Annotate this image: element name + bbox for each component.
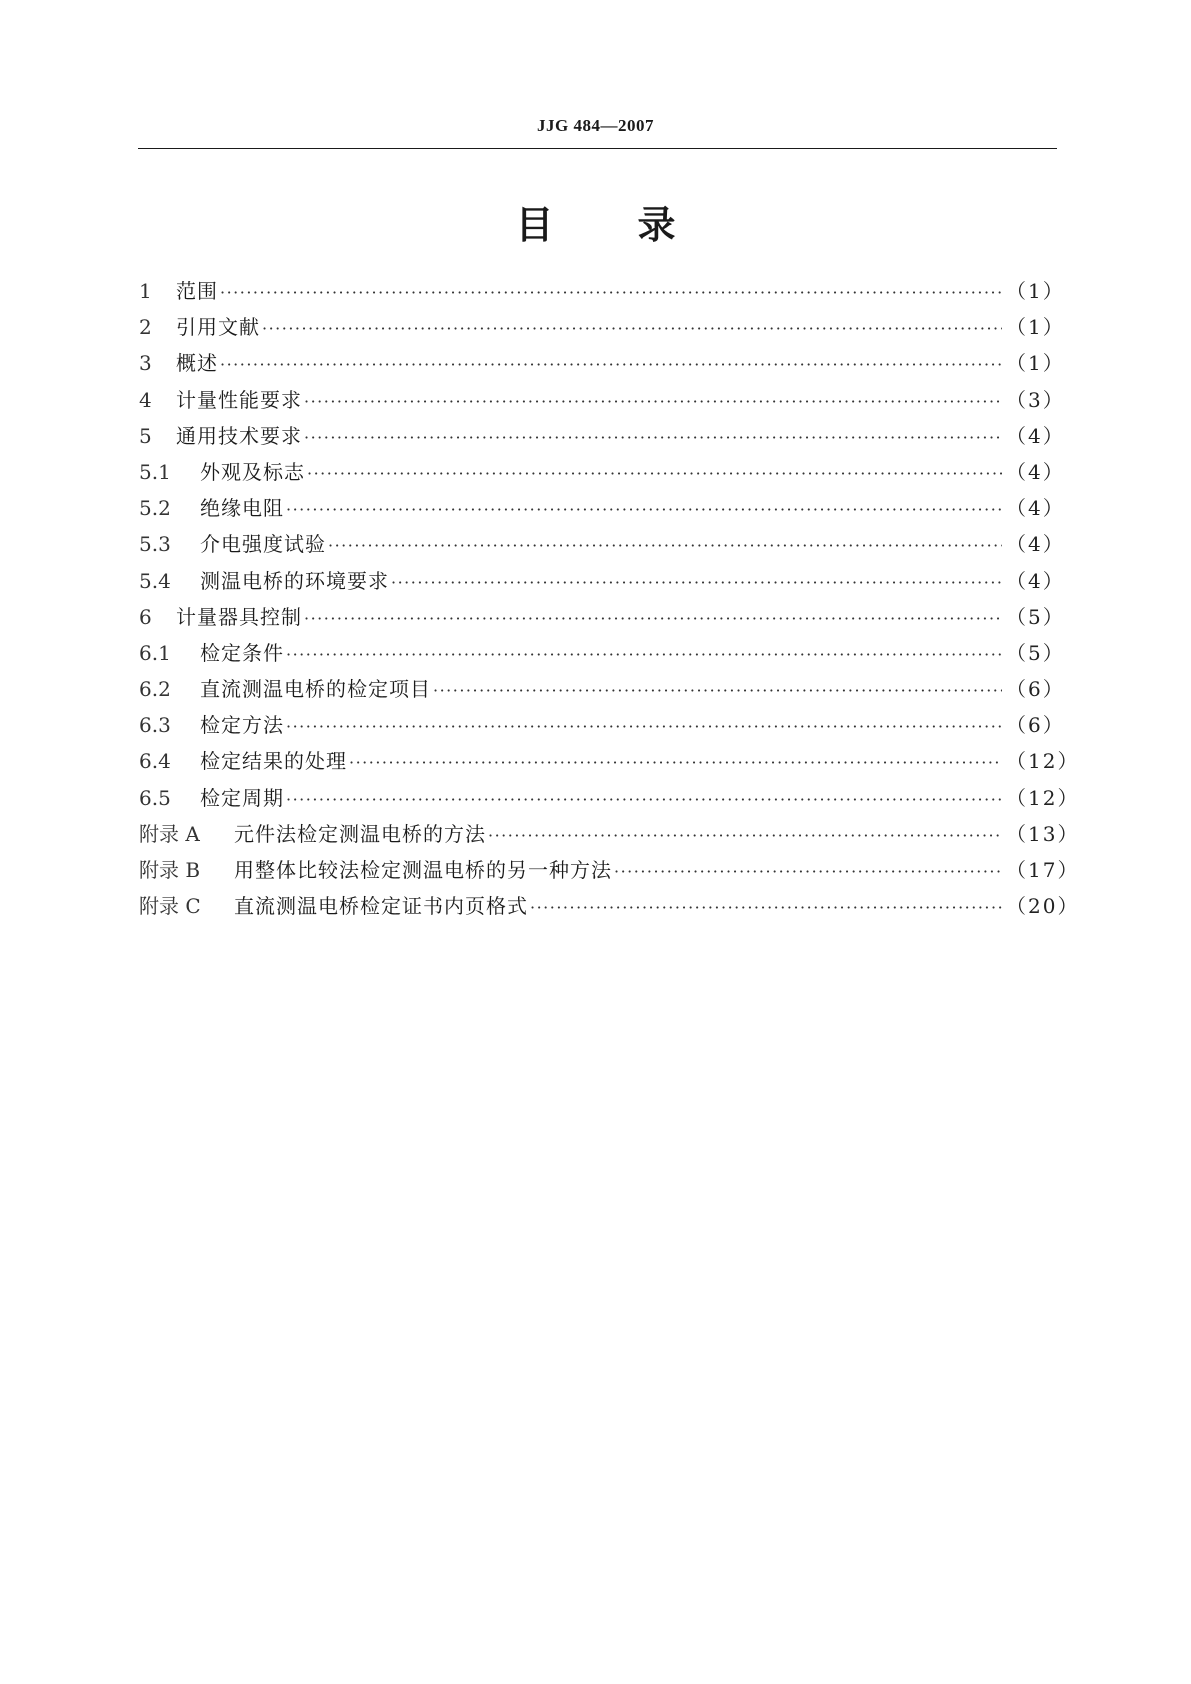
toc-leader-dots (433, 681, 1002, 700)
toc-entry-label: 检定周期 (200, 785, 284, 810)
toc-entry-number: 6.4 (139, 749, 171, 774)
toc-leader-dots (349, 753, 1002, 772)
toc-entry[interactable] (139, 782, 1080, 818)
toc-entry-label: 计量性能要求 (176, 387, 302, 412)
toc-entry[interactable] (139, 890, 1080, 926)
toc-leader-dots (304, 392, 1002, 411)
toc-entry-page: （1） (1006, 351, 1065, 376)
toc-leader-dots (220, 283, 1002, 302)
toc-entry-number: 3 (139, 351, 152, 376)
toc-entry-label: 元件法检定测温电桥的方法 (234, 821, 486, 846)
toc-leader-dots (614, 862, 1002, 881)
toc-entry-page: （1） (1006, 315, 1065, 340)
toc-leader-dots (304, 428, 1002, 447)
toc-entry-page: （5） (1006, 604, 1065, 629)
toc-leader-dots (307, 464, 1002, 483)
toc-entry-number: 6.5 (139, 785, 171, 810)
toc-title-char-1: 目 (515, 202, 554, 247)
toc-entry-label: 检定条件 (200, 640, 284, 665)
toc-title-char-2: 录 (637, 202, 676, 247)
toc-entry-label: 测温电桥的环境要求 (200, 568, 389, 593)
toc-entry-page: （4） (1006, 423, 1065, 448)
toc-leader-dots (391, 573, 1002, 592)
toc-entry[interactable] (139, 673, 1065, 709)
toc-leader-dots (488, 826, 1002, 845)
toc-entry[interactable] (139, 420, 1065, 456)
toc-entry-page: （6） (1006, 713, 1065, 738)
toc-leader-dots (328, 536, 1002, 555)
toc-entry-page: （4） (1006, 532, 1065, 557)
toc-entry[interactable] (139, 745, 1080, 781)
toc-entry-page: （4） (1006, 568, 1065, 593)
toc-entry-label: 计量器具控制 (176, 604, 302, 629)
toc-entry-label: 介电强度试验 (200, 532, 326, 557)
toc-entry[interactable] (139, 275, 1065, 311)
header-rule (138, 148, 1057, 149)
toc-entry-page: （20） (1006, 894, 1080, 919)
toc-entry-number: 6.1 (139, 640, 171, 665)
toc-entry-page: （12） (1006, 785, 1080, 810)
toc-leader-dots (286, 500, 1002, 519)
toc-title (0, 196, 1191, 246)
toc-entry-number: 6 (139, 604, 152, 629)
toc-list (139, 275, 1080, 926)
toc-entry-number: 5.1 (139, 459, 171, 484)
toc-entry[interactable] (139, 854, 1080, 890)
toc-entry-number: 2 (139, 315, 152, 340)
toc-leader-dots (530, 898, 1002, 917)
standard-code-header: JJG 484—2007 (537, 116, 654, 135)
toc-leader-dots (286, 717, 1002, 736)
toc-entry[interactable] (139, 709, 1065, 745)
toc-entry-number: 4 (139, 387, 152, 412)
toc-leader-dots (262, 319, 1002, 338)
toc-entry[interactable] (139, 384, 1065, 420)
toc-entry-page: （4） (1006, 459, 1065, 484)
toc-entry-page: （4） (1006, 496, 1065, 521)
toc-entry[interactable] (139, 492, 1065, 528)
toc-entry-number: 附录 B (139, 858, 201, 882)
toc-entry-number: 5.2 (139, 496, 171, 521)
toc-entry-page: （3） (1006, 387, 1065, 412)
toc-entry-label: 直流测温电桥的检定项目 (200, 677, 431, 702)
toc-entry-label: 检定结果的处理 (200, 749, 347, 774)
toc-entry[interactable] (139, 311, 1065, 347)
toc-leader-dots (286, 790, 1002, 809)
toc-entry-label: 用整体比较法检定测温电桥的另一种方法 (234, 858, 612, 882)
toc-entry[interactable] (139, 528, 1065, 564)
toc-entry-page: （1） (1006, 279, 1065, 303)
toc-entry[interactable] (139, 565, 1065, 601)
toc-leader-dots (304, 609, 1002, 628)
toc-entry-number: 6.3 (139, 713, 171, 738)
toc-entry-number: 5 (139, 423, 152, 448)
toc-entry[interactable] (139, 456, 1065, 492)
toc-entry-number: 附录 C (139, 894, 201, 919)
toc-entry-page: （12） (1006, 749, 1080, 774)
toc-entry-page: （6） (1006, 677, 1065, 702)
toc-entry-number: 1 (139, 279, 152, 303)
toc-entry-label: 引用文献 (176, 315, 260, 340)
toc-entry-label: 绝缘电阻 (200, 496, 284, 521)
toc-entry-number: 5.3 (139, 532, 171, 557)
toc-leader-dots (286, 645, 1002, 664)
toc-entry-page: （13） (1006, 821, 1080, 846)
toc-entry-label: 范围 (176, 279, 218, 303)
toc-entry-label: 直流测温电桥检定证书内页格式 (234, 894, 528, 919)
toc-entry-label: 通用技术要求 (176, 423, 302, 448)
toc-entry[interactable] (139, 347, 1065, 383)
toc-entry-number: 附录 A (139, 821, 200, 846)
toc-entry-number: 5.4 (139, 568, 171, 593)
toc-entry-page: （5） (1006, 640, 1065, 665)
toc-entry[interactable] (139, 637, 1065, 673)
toc-entry[interactable] (139, 818, 1080, 854)
toc-entry[interactable] (139, 601, 1065, 637)
toc-entry-label: 概述 (176, 351, 218, 376)
toc-entry-label: 外观及标志 (200, 459, 305, 484)
toc-entry-label: 检定方法 (200, 713, 284, 738)
toc-leader-dots (220, 355, 1002, 374)
toc-entry-number: 6.2 (139, 677, 171, 702)
toc-entry-page: （17） (1006, 858, 1080, 882)
